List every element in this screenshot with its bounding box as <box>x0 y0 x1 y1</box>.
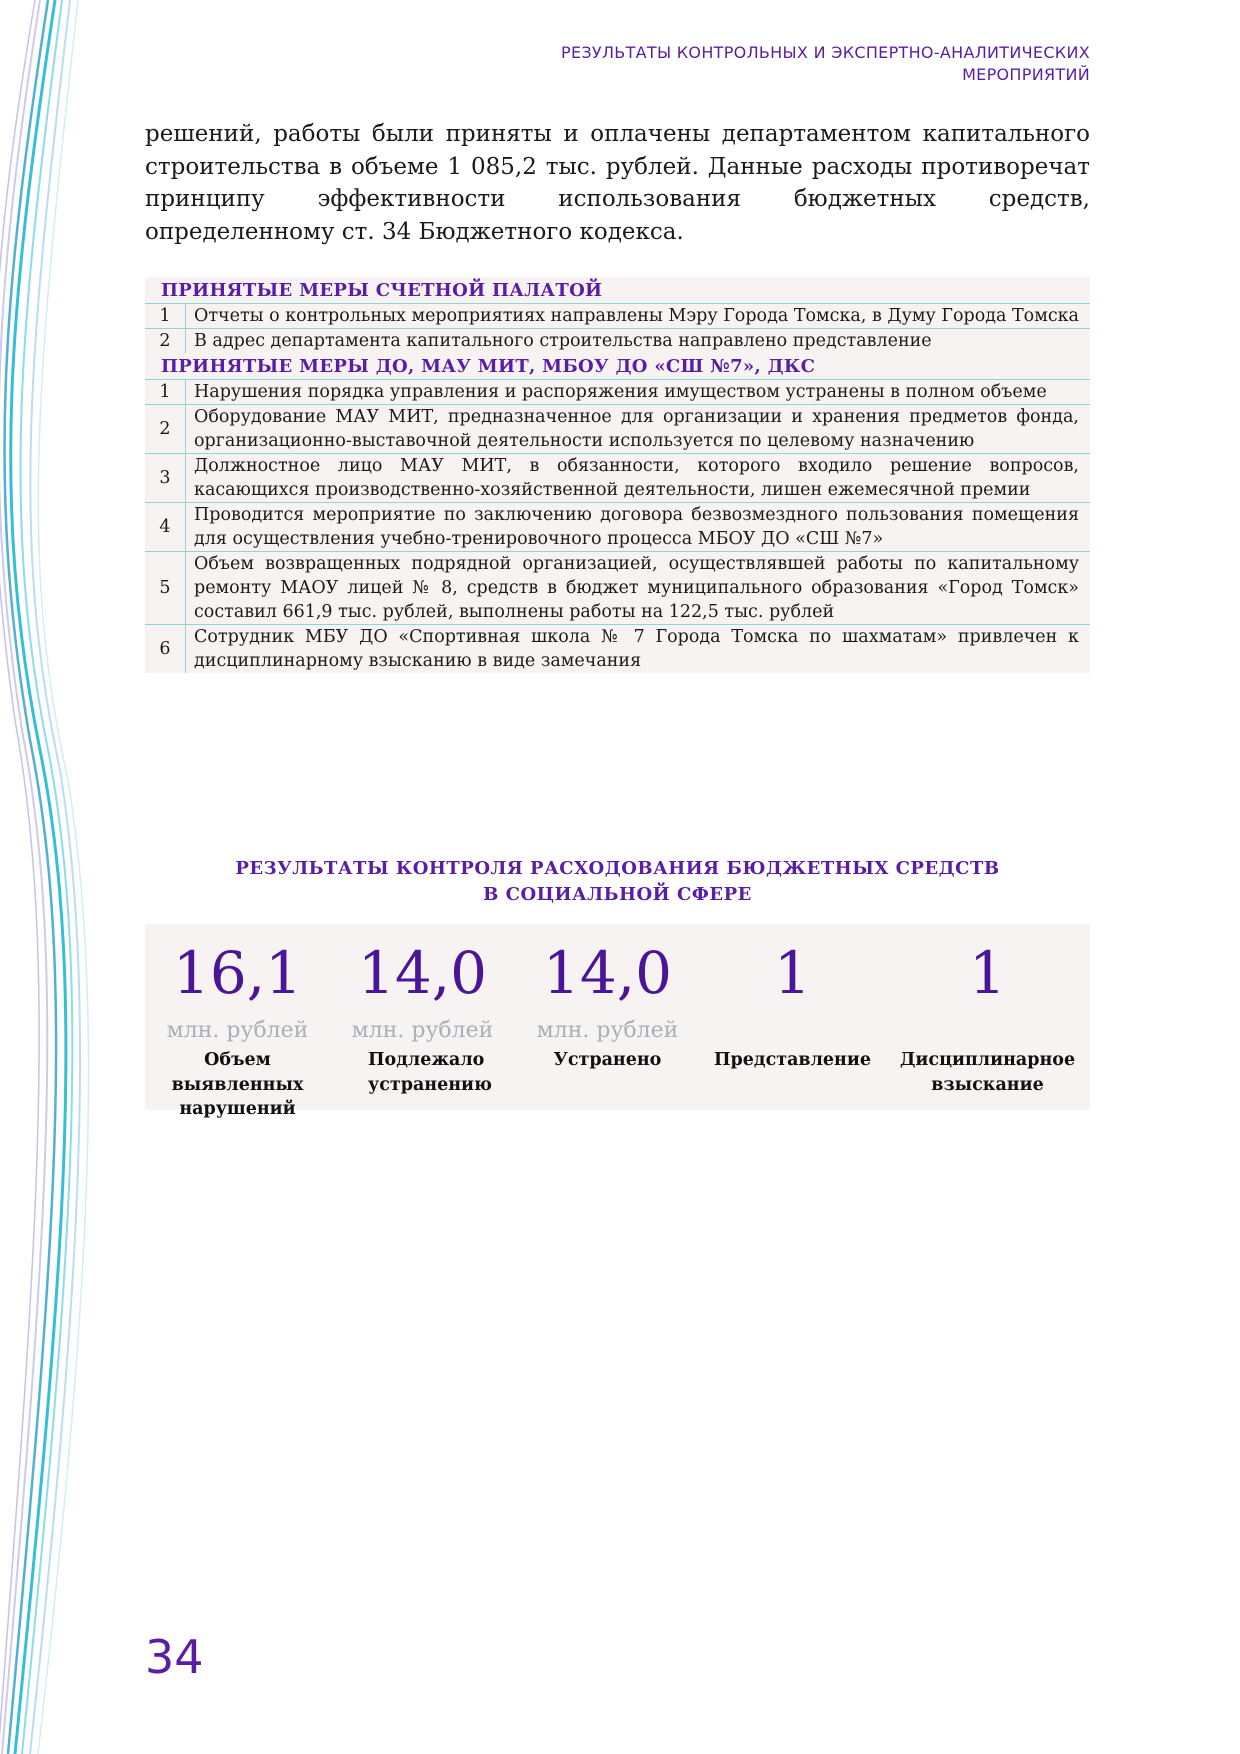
results-title <box>145 856 1090 908</box>
stat-to-eliminate <box>330 924 515 1110</box>
stat-unit: млн. рублей <box>536 1018 679 1043</box>
stat-value: 14,0 <box>542 939 673 1007</box>
row-number: 6 <box>145 625 186 674</box>
results-title-line-1: РЕЗУЛЬТАТЫ КОНТРОЛЯ РАСХОДОВАНИЯ БЮДЖЕТНЫХ СРЕДСТВ <box>235 858 1000 879</box>
row-text: Сотрудник МБУ ДО «Спортивная школа № 7 Города Томска по шахматам» привлечен к дисциплинарному взысканию в виде замечания <box>186 625 1091 674</box>
row-number: 1 <box>145 304 186 329</box>
stat-value: 1 <box>969 939 1006 1007</box>
row-number: 2 <box>145 405 186 454</box>
stat-label: Подлежало устранению <box>368 1050 492 1095</box>
table-row <box>145 503 1090 552</box>
header-line-2: МЕРОПРИЯТИЙ <box>962 65 1090 84</box>
row-text: Проводится мероприятие по заключению договора безвозмездного пользования помещения для осуществления учебно-тренировочного процесса МБОУ ДО «СШ №7» <box>186 503 1091 552</box>
table-row <box>145 454 1090 503</box>
stats-panel <box>145 924 1090 1119</box>
row-text: Должностное лицо МАУ МИТ, в обязанности, которого входило решение вопросов, касающихся производственно-хозяйственной деятельности, лишен ежемесячной премии <box>186 454 1091 503</box>
stat-unit: млн. рублей <box>351 1018 494 1043</box>
page-header <box>390 42 1090 86</box>
stat-value: 16,1 <box>172 939 303 1007</box>
intro-paragraph: решений, работы были приняты и оплачены департаментом капитального строительства в объеме 1 085,2 тыс. рублей. Данные расходы противоречат принципу эффективности использования бюджетных средств, определенному ст. 34 Бюджетного кодекса. <box>145 121 1090 245</box>
stat-value: 1 <box>774 939 811 1007</box>
stat-unit: млн. рублей <box>166 1018 309 1043</box>
stat-representation <box>700 924 885 1110</box>
decorative-waves <box>0 0 120 1754</box>
table-row <box>145 405 1090 454</box>
row-text: Нарушения порядка управления и распоряжения имуществом устранены в полном объеме <box>186 380 1091 405</box>
measures-table <box>145 277 1090 673</box>
stat-unit <box>885 1016 1090 1046</box>
table-row <box>145 625 1090 674</box>
row-text: Оборудование МАУ МИТ, предназначенное для организации и хранения предметов фонда, организационно-выставочной деятельности используется по целевому назначению <box>186 405 1091 454</box>
stat-disciplinary <box>885 924 1090 1110</box>
section-title-objects: ПРИНЯТЫЕ МЕРЫ ДО, МАУ МИТ, МБОУ ДО «СШ №7», ДКС <box>161 356 816 377</box>
results-title-line-2: В СОЦИАЛЬНОЙ СФЕРЕ <box>483 884 752 905</box>
table-row <box>145 329 1090 354</box>
table-row <box>145 304 1090 329</box>
stat-value: 14,0 <box>357 939 488 1007</box>
stat-label: Объем выявленных нарушений <box>171 1050 304 1119</box>
row-number: 5 <box>145 552 186 625</box>
stat-violations <box>145 924 330 1119</box>
page-number: 34 <box>145 1630 204 1684</box>
stat-eliminated <box>515 924 700 1110</box>
row-text: Объем возвращенных подрядной организацией, осуществлявшей работы по капитальному ремонту МАОУ лицей № 8, средств в бюджет муниципального образования «Город Томск» составил 661,9 тыс. рублей, выполнены работы на 122,5 тыс. рублей <box>186 552 1091 625</box>
section-title-accounts-chamber: ПРИНЯТЫЕ МЕРЫ СЧЕТНОЙ ПАЛАТОЙ <box>161 280 603 301</box>
stat-label: Дисциплинарное взыскание <box>899 1050 1076 1095</box>
table-row <box>145 380 1090 405</box>
row-number: 4 <box>145 503 186 552</box>
row-number: 1 <box>145 380 186 405</box>
header-line-1: РЕЗУЛЬТАТЫ КОНТРОЛЬНЫХ И ЭКСПЕРТНО-АНАЛИТИЧЕСКИХ <box>561 43 1090 62</box>
stat-label: Представление <box>714 1050 871 1070</box>
stat-unit <box>700 1016 885 1046</box>
row-text: Отчеты о контрольных мероприятиях направлены Мэру Города Томска, в Думу Города Томска <box>186 304 1091 329</box>
table-row <box>145 552 1090 625</box>
row-number: 2 <box>145 329 186 354</box>
row-text: В адрес департамента капитального строительства направлено представление <box>186 329 1091 354</box>
stat-label: Устранено <box>553 1050 662 1070</box>
row-number: 3 <box>145 454 186 503</box>
